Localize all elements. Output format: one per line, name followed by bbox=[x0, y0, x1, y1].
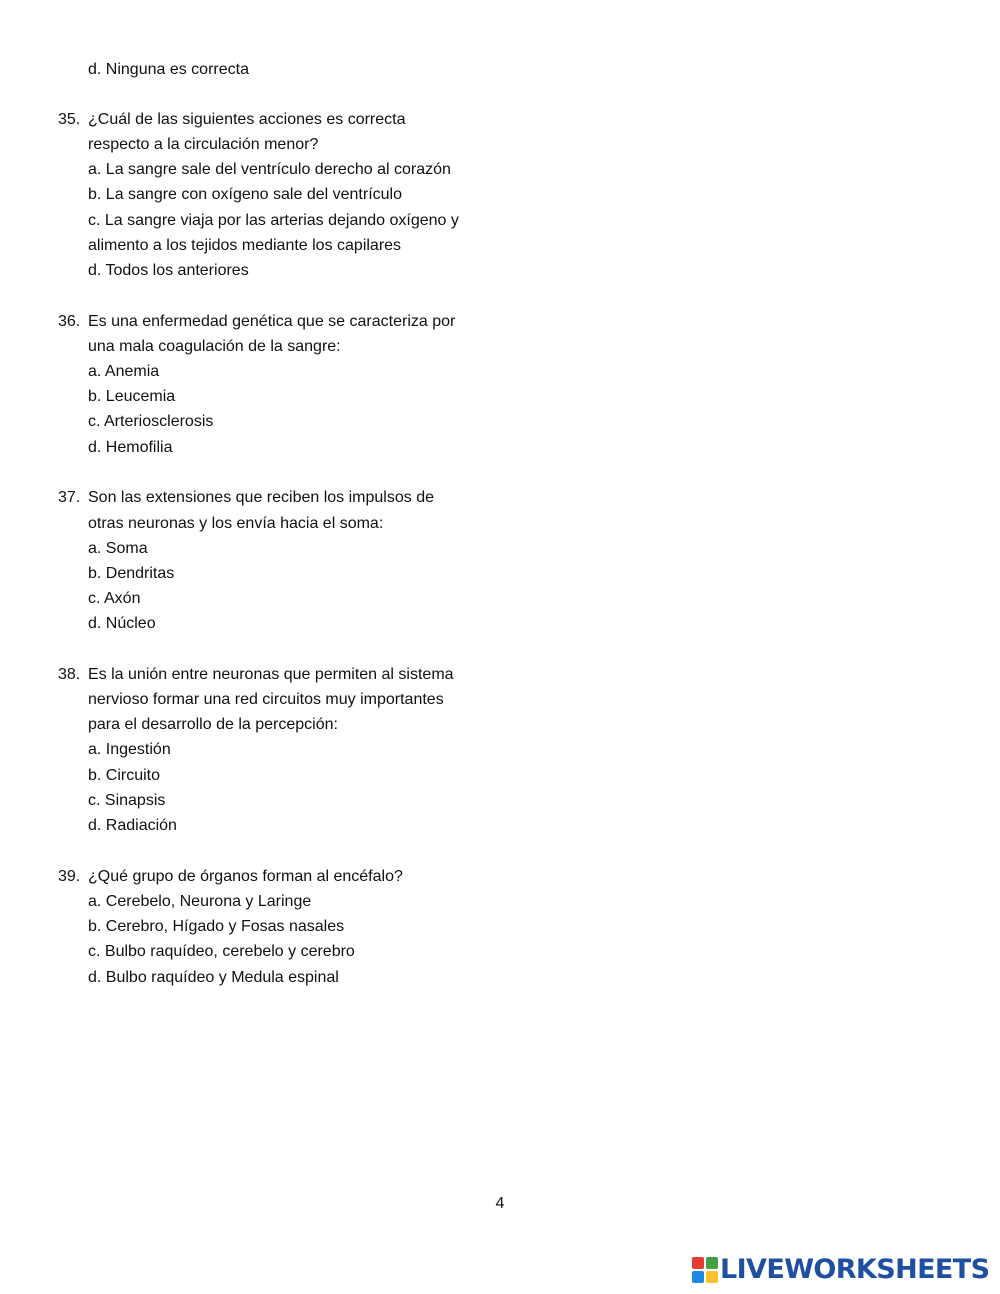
question-39-number: 39. bbox=[58, 868, 81, 885]
logo-tile-red bbox=[692, 1257, 704, 1269]
question-36-text-line-1: Es una enfermedad genética que se caracteriza por bbox=[88, 313, 456, 330]
question-39-option-b: b. Cerebro, Hígado y Fosas nasales bbox=[88, 918, 345, 935]
question-39-option-c: c. Bulbo raquídeo, cerebelo y cerebro bbox=[88, 943, 355, 960]
question-37-option-b: b. Dendritas bbox=[88, 565, 175, 582]
question-38-option-b: b. Circuito bbox=[88, 767, 161, 784]
question-37-number: 37. bbox=[58, 489, 81, 506]
question-35-option-c-continued: alimento a los tejidos mediante los capilares bbox=[88, 237, 402, 254]
question-39-option-d: d. Bulbo raquídeo y Medula espinal bbox=[88, 969, 339, 986]
question-36-option-c: c. Arteriosclerosis bbox=[88, 413, 214, 430]
logo-tile-yellow bbox=[706, 1271, 718, 1283]
question-37-text-line-2: otras neuronas y los envía hacia el soma: bbox=[88, 515, 384, 532]
question-35-number: 35. bbox=[58, 111, 81, 128]
question-39-option-a: a. Cerebelo, Neurona y Laringe bbox=[88, 893, 312, 910]
question-38-option-d: d. Radiación bbox=[88, 817, 177, 834]
question-35-option-d: d. Todos los anteriores bbox=[88, 262, 249, 279]
brand-name: LIVEWORKSHEETS bbox=[720, 1254, 990, 1285]
liveworksheets-brand bbox=[692, 1255, 989, 1285]
question-38-number: 38. bbox=[58, 666, 81, 683]
question-38-text-line-2: nervioso formar una red circuitos muy importantes bbox=[88, 691, 444, 708]
question-38-text-line-1: Es la unión entre neuronas que permiten al sistema bbox=[88, 666, 454, 683]
logo-tile-green bbox=[706, 1257, 718, 1269]
question-35-text-line-1: ¿Cuál de las siguientes acciones es correcta bbox=[88, 111, 406, 128]
question-38-text-line-3: para el desarrollo de la percepción: bbox=[88, 716, 338, 733]
question-34-option-d: d. Ninguna es correcta bbox=[88, 61, 249, 78]
question-35-option-b: b. La sangre con oxígeno sale del ventrículo bbox=[88, 186, 402, 203]
question-37-option-d: d. Núcleo bbox=[88, 615, 156, 632]
question-35-text-line-2: respecto a la circulación menor? bbox=[88, 136, 319, 153]
question-36-text-line-2: una mala coagulación de la sangre: bbox=[88, 338, 341, 355]
question-36-number: 36. bbox=[58, 313, 81, 330]
question-36-option-a: a. Anemia bbox=[88, 363, 160, 380]
question-37-option-a: a. Soma bbox=[88, 540, 148, 557]
question-36-option-b: b. Leucemia bbox=[88, 388, 176, 405]
question-38-option-a: a. Ingestión bbox=[88, 741, 171, 758]
question-39-text-line-1: ¿Qué grupo de órganos forman al encéfalo? bbox=[88, 868, 403, 885]
question-35-option-c: c. La sangre viaja por las arterias dejando oxígeno y bbox=[88, 212, 459, 229]
page-number: 4 bbox=[495, 1195, 505, 1212]
liveworksheets-logo-icon bbox=[692, 1257, 718, 1283]
question-36-option-d: d. Hemofilia bbox=[88, 439, 173, 456]
question-37-text-line-1: Son las extensiones que reciben los impulsos de bbox=[88, 489, 434, 506]
question-35-option-a: a. La sangre sale del ventrículo derecho al corazón bbox=[88, 161, 451, 178]
logo-tile-blue bbox=[692, 1271, 704, 1283]
question-38-option-c: c. Sinapsis bbox=[88, 792, 166, 809]
question-37-option-c: c. Axón bbox=[88, 590, 141, 607]
